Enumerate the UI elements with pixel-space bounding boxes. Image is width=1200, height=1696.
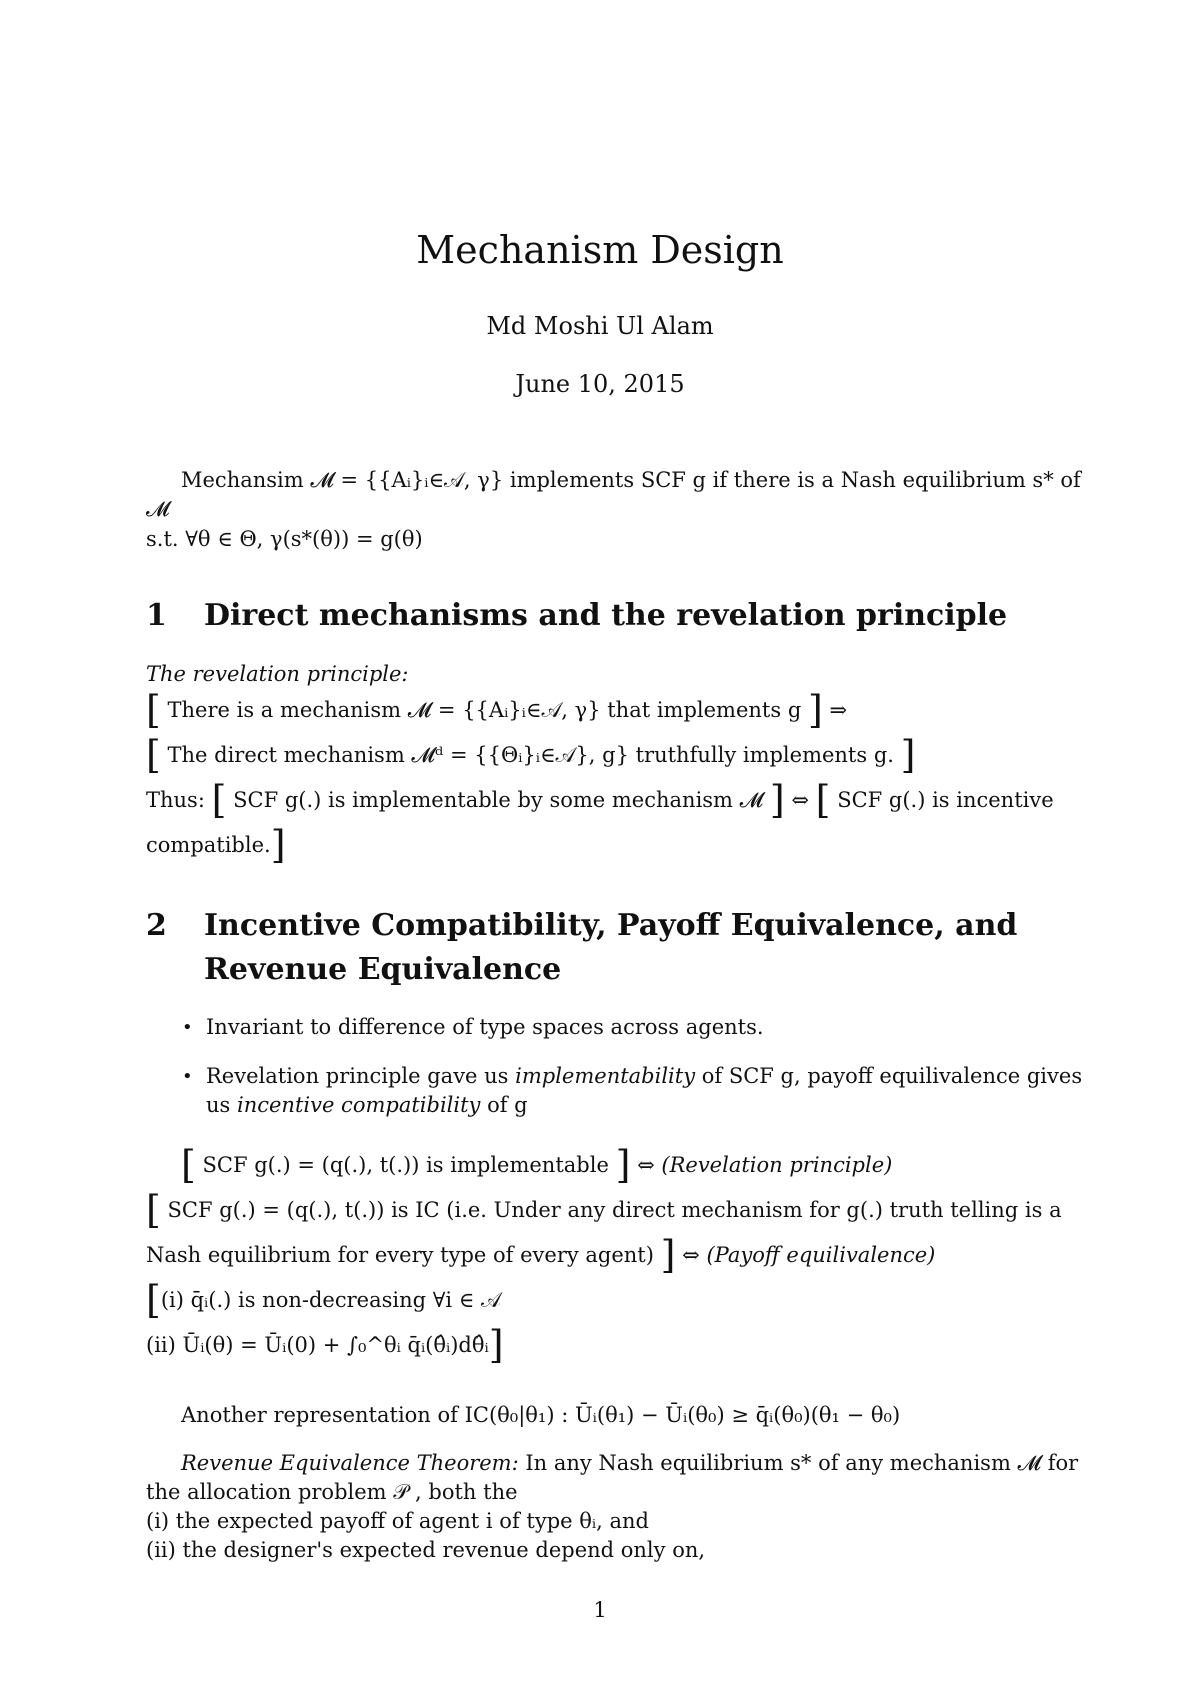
revelation-line-3-text-2: SCF g(.) is incentive: [837, 788, 1054, 812]
condition-line-2: [146, 1323, 504, 1367]
revelation-line-1-text: There is a mechanism 𝓜 = {{Aᵢ}ᵢ∈𝒜, γ} that implements g: [167, 698, 802, 722]
intro-line-3: s.t. ∀θ ∈ Θ, γ(s*(θ)) = g(θ): [146, 527, 423, 551]
bracket-close: ]: [488, 1323, 504, 1367]
bracket-open: [: [146, 688, 161, 732]
bracket-open: [: [146, 733, 161, 777]
revelation-principle-label: The revelation principle:: [146, 662, 409, 686]
bullet-2-line-2: [206, 1091, 528, 1119]
text-run: Revelation principle gave us: [206, 1064, 516, 1088]
revelation-line-2: [146, 733, 916, 777]
paper-title: Mechanism Design: [416, 228, 784, 272]
section-2-heading-line-1: Incentive Compatibility, Payoff Equivalence, and: [204, 908, 1018, 943]
equivalence-line-2: [146, 1188, 1062, 1232]
bracket-close: ]: [769, 778, 785, 822]
section-2-number: 2: [146, 908, 167, 943]
bracket-open: [: [181, 1143, 196, 1187]
bracket-close: ]: [660, 1233, 676, 1277]
theorem-text: In any Nash equilibrium s* of any mechanism 𝓜 for: [518, 1451, 1079, 1475]
text-run: of SCF g, payoff equilivalence gives: [695, 1064, 1083, 1088]
bracket-open: [: [815, 778, 831, 822]
condition-text: (i) q̄ᵢ(.) is non-decreasing ∀i ∈ 𝒜: [160, 1288, 501, 1312]
section-1-heading: Direct mechanisms and the revelation principle: [204, 598, 1008, 633]
equation-text: Nash equilibrium for every type of every agent): [146, 1243, 654, 1267]
bracket-close: ]: [615, 1143, 631, 1187]
thus-prefix: Thus:: [146, 788, 205, 812]
bullet-2-marker: •: [182, 1066, 193, 1087]
revelation-line-3: [146, 778, 1054, 822]
section-2-heading-line-2: Revenue Equivalence: [204, 952, 562, 987]
implies-arrow: ⇒: [829, 698, 848, 722]
theorem-label: Revenue Equivalence Theorem:: [181, 1451, 519, 1475]
paper-author: Md Moshi Ul Alam: [486, 312, 714, 340]
bracket-close: ]: [900, 733, 916, 777]
bracket-open: [: [146, 1278, 161, 1322]
text-run: us: [206, 1093, 237, 1117]
condition-text: (ii) Ūᵢ(θ) = Ūᵢ(0) + ∫₀^θᵢ q̄ᵢ(θ̂ᵢ)dθ̂ᵢ: [146, 1333, 489, 1357]
iff-arrow: ⇔: [682, 1243, 700, 1267]
intro-line-2: 𝓜: [146, 497, 170, 521]
revelation-line-3-text: SCF g(.) is implementable by some mechanism 𝓜: [233, 788, 764, 812]
ret-line-4: (ii) the designer's expected revenue depend only on,: [146, 1538, 706, 1562]
bullet-1-text: Invariant to difference of type spaces across agents.: [206, 1015, 764, 1039]
bullet-1-marker: •: [182, 1017, 193, 1038]
ret-line-2: the allocation problem 𝒫 , both the: [146, 1480, 518, 1504]
page-number: 1: [593, 1598, 607, 1622]
bracket-open: [: [211, 778, 227, 822]
bracket-open: [: [146, 1188, 161, 1232]
revelation-line-1: [146, 688, 848, 732]
revelation-line-4: [146, 823, 286, 867]
bullet-2-line-1: [206, 1062, 1082, 1090]
equation-text: SCF g(.) = (q(.), t(.)) is implementable: [202, 1153, 609, 1177]
condition-line-1: [146, 1278, 501, 1322]
revelation-line-4-text: compatible.: [146, 833, 271, 857]
emphasis: implementability: [515, 1064, 696, 1088]
revelation-line-2-text: The direct mechanism 𝓜ᵈ = {{Θᵢ}ᵢ∈𝒜}, g} truthfully implements g.: [167, 743, 894, 767]
bracket-close: ]: [807, 688, 823, 732]
ret-line-1: [181, 1449, 1078, 1477]
emphasis: incentive compatibility: [236, 1093, 481, 1117]
section-1-number: 1: [146, 598, 167, 633]
iff-arrow: ⇔: [791, 788, 809, 812]
text-run: of g: [480, 1093, 528, 1117]
ret-line-3: (i) the expected payoff of agent i of type θᵢ, and: [146, 1509, 649, 1533]
paper-date: June 10, 2015: [515, 370, 685, 398]
equation-label: (Payoff equilivalence): [706, 1243, 936, 1267]
equation-text: SCF g(.) = (q(.), t(.)) is IC (i.e. Under any direct mechanism for g(.) truth telling is a: [167, 1198, 1062, 1222]
bracket-close: ]: [270, 823, 286, 867]
equivalence-line-1: [181, 1143, 893, 1187]
intro-line-1: Mechansim 𝓜 = {{Aᵢ}ᵢ∈𝒜, γ} implements SCF g if there is a Nash equilibrium s* of: [181, 468, 1081, 492]
ic-representation: Another representation of IC(θ₀|θ₁) : Ūᵢ(θ₁) − Ūᵢ(θ₀) ≥ q̄ᵢ(θ₀)(θ₁ − θ₀): [181, 1403, 901, 1427]
iff-arrow: ⇔: [637, 1153, 655, 1177]
equivalence-line-3: [146, 1233, 936, 1277]
equation-label: (Revelation principle): [661, 1153, 893, 1177]
